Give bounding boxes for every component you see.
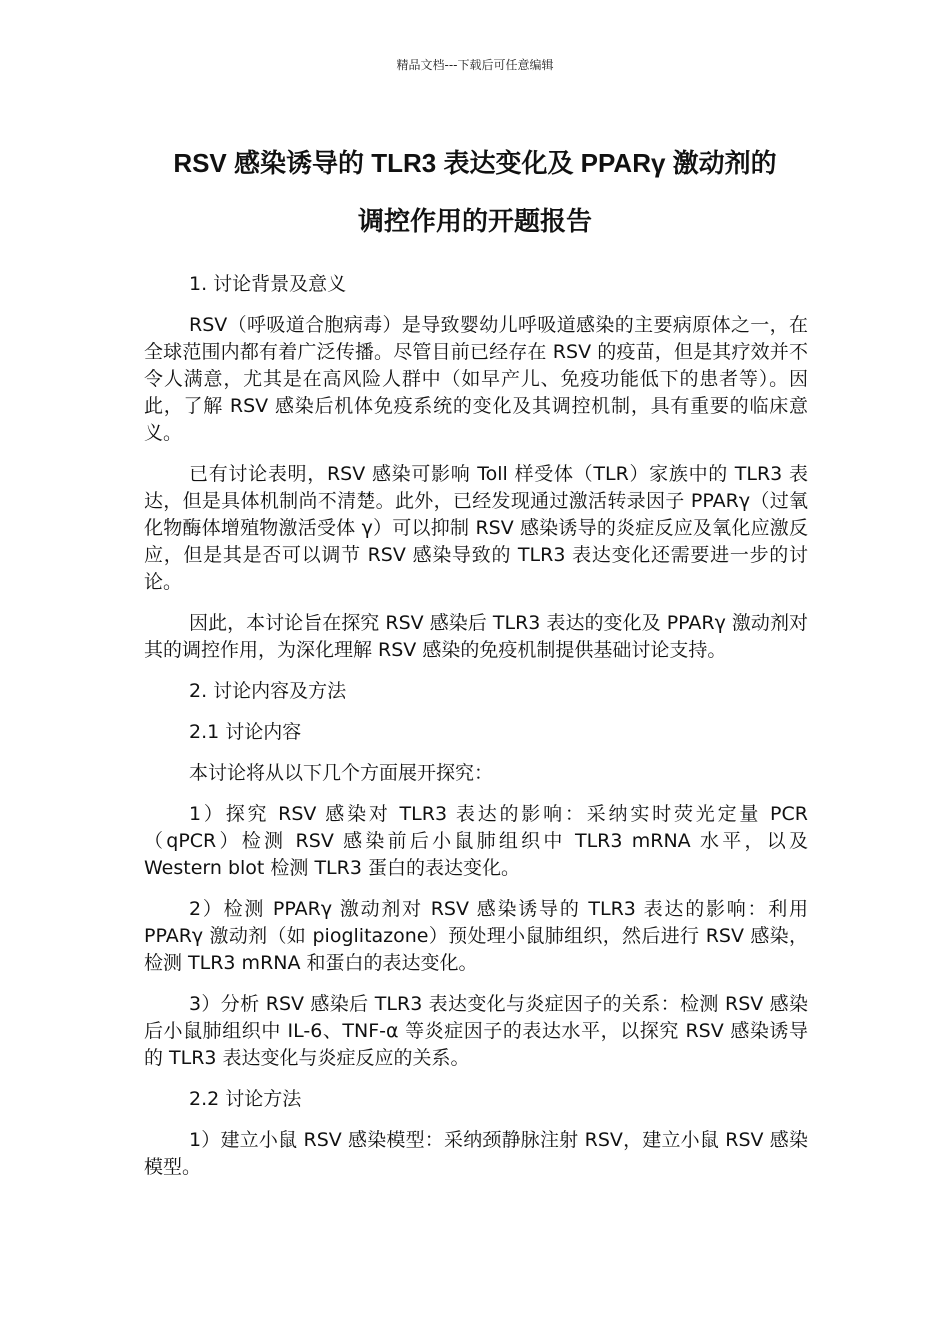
paragraph-intro: 本讨论将从以下几个方面展开探究： <box>189 762 494 784</box>
document-title <box>120 134 830 250</box>
list-item: 2）检测 PPARγ 激动剂对 RSV 感染诱导的 TLR3 表达的影响：利用 PPARγ 激动剂（如 pioglitazone）预处理小鼠肺组织，然后进行 RSV 感染，检测 TLR3 mRNA 和蛋白的表达变化。 <box>144 898 808 974</box>
document-body <box>144 271 808 1195</box>
subsection-heading-2-2: 2.2 讨论方法 <box>189 1088 302 1110</box>
section-heading-1: 1. 讨论背景及意义 <box>189 273 347 295</box>
title-line-1: RSV 感染诱导的 TLR3 表达变化及 PPARγ 激动剂的 <box>173 148 777 178</box>
title-line-2: 调控作用的开题报告 <box>357 206 592 236</box>
paragraph-prior-research: 已有讨论表明，RSV 感染可影响 Toll 样受体（TLR）家族中的 TLR3 表达，但是具体机制尚不清楚。此外，已经发现通过激活转录因子 PPARγ（过氧化物酶体增殖物激活受体 γ）可以抑制 RSV 感染诱导的炎症反应及氧化应激反应，但是其是否可以调节 RSV 感染导致的 TLR3 表达变化还需要进一步的讨论。 <box>144 463 808 593</box>
paragraph-background: RSV（呼吸道合胞病毒）是导致婴幼儿呼吸道感染的主要病原体之一，在全球范围内都有着广泛传播。尽管目前已经存在 RSV 的疫苗，但是其疗效并不令人满意，尤其是在高风险人群中（如早产儿、免疫功能低下的患者等）。因此，了解 RSV 感染后机体免疫系统的变化及其调控机制，具有重要的临床意义。 <box>144 314 808 444</box>
list-item: 1）探究 RSV 感染对 TLR3 表达的影响：采纳实时荧光定量 PCR（qPCR）检测 RSV 感染前后小鼠肺组织中 TLR3 mRNA 水平，以及 Western blot 检测 TLR3 蛋白的表达变化。 <box>144 803 808 879</box>
paragraph-aim: 因此，本讨论旨在探究 RSV 感染后 TLR3 表达的变化及 PPARγ 激动剂对其的调控作用，为深化理解 RSV 感染的免疫机制提供基础讨论支持。 <box>144 612 808 661</box>
list-item: 3）分析 RSV 感染后 TLR3 表达变化与炎症因子的关系：检测 RSV 感染后小鼠肺组织中 IL-6、TNF-α 等炎症因子的表达水平，以探究 RSV 感染诱导的 TLR3 表达变化与炎症反应的关系。 <box>144 993 808 1069</box>
list-item: 1）建立小鼠 RSV 感染模型：采纳颈静脉注射 RSV，建立小鼠 RSV 感染模型。 <box>144 1129 808 1178</box>
header-note: 精品文档---下载后可任意编辑 <box>396 58 554 72</box>
subsection-heading-2-1: 2.1 讨论内容 <box>189 721 302 743</box>
section-heading-2: 2. 讨论内容及方法 <box>189 680 347 702</box>
